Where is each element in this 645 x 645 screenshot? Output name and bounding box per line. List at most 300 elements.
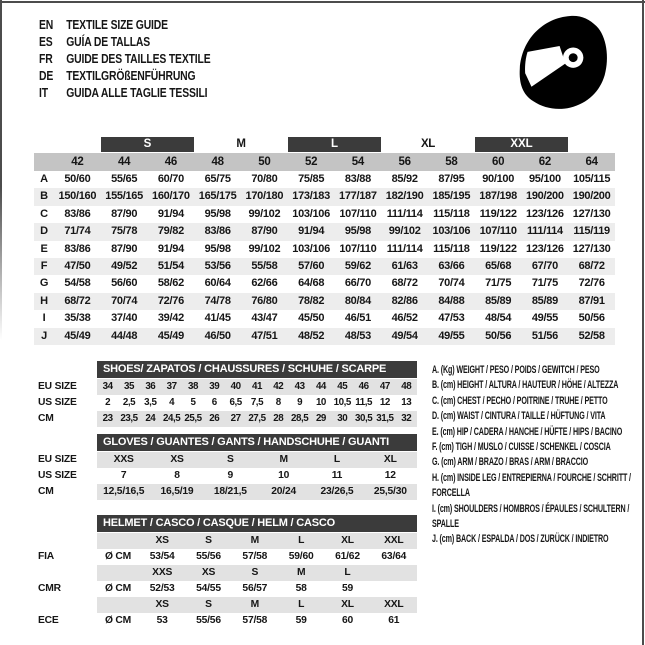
cell: XS: [201, 566, 216, 578]
measure-value: 46/52: [391, 312, 418, 325]
measure-value: 190/200: [522, 188, 569, 205]
measure-value: 190/200: [568, 188, 615, 205]
measure-value: 111/114: [522, 223, 569, 240]
sub-row-fia: [38, 549, 417, 565]
measure-value: 37/40: [111, 312, 138, 325]
cell: M: [250, 534, 260, 546]
cell: 48: [401, 380, 412, 392]
cell: 43: [294, 380, 305, 392]
measure-value: 91/94: [157, 207, 184, 220]
size-number: 60: [475, 153, 522, 171]
measure-row-j: [34, 328, 615, 345]
measure-value: 54/58: [64, 277, 91, 290]
cell: 60: [341, 615, 353, 627]
measure-value: 80/84: [335, 293, 382, 310]
cell: XS: [155, 534, 169, 546]
sub-row-eu-size: [38, 452, 417, 468]
measure-value: 57/60: [288, 258, 335, 275]
size-group-l: [288, 136, 382, 153]
sub-row-cm: [38, 484, 417, 500]
cell: 38: [187, 380, 198, 392]
cell: 9: [297, 396, 303, 408]
cell: 34: [102, 380, 113, 392]
measure-value: 65/68: [475, 258, 522, 275]
measure-value: 44/48: [101, 328, 148, 345]
spacer: [38, 434, 97, 451]
measure-value: 83/86: [194, 223, 241, 240]
row-cells: [97, 395, 417, 411]
measure-row-h: [34, 293, 615, 310]
cell: 37: [166, 380, 177, 392]
cell: XL: [383, 453, 397, 465]
helmet-header-row: [38, 515, 417, 532]
measure-value: 67/70: [522, 258, 569, 275]
measure-value: 39/42: [157, 312, 184, 325]
measure-value: 65/75: [204, 173, 231, 185]
measure-value: 111/114: [386, 242, 423, 255]
language-list: [39, 16, 211, 101]
cell: 59/60: [288, 550, 314, 562]
measure-value: 53/56: [194, 258, 241, 275]
cell: 9: [227, 469, 234, 481]
row-letter: E: [40, 242, 48, 255]
cell: 24: [145, 412, 156, 424]
cell: S: [251, 566, 259, 578]
shoes-table: [38, 361, 417, 427]
cell: 42: [273, 380, 284, 392]
measure-value: 48/52: [288, 328, 335, 345]
legend-item: C. (cm) CHEST / PECHO / POITRINE / TRUHE / PETTO: [432, 394, 608, 407]
cell: 41: [251, 380, 262, 392]
cell: 54/55: [196, 583, 221, 595]
measure-value: 95/98: [204, 207, 231, 220]
size-group-row: [34, 136, 615, 153]
measure-value: 76/80: [241, 293, 288, 310]
frame-right-border: [642, 0, 644, 645]
row-letter: G: [39, 277, 49, 290]
helmet-table-title: HELMET / CASCO / CASQUE / HELM / CASCO: [97, 515, 417, 532]
measure-value: 85/89: [475, 293, 522, 310]
measure-value: 59/62: [335, 258, 382, 275]
cell: L: [298, 534, 305, 546]
cell: L: [298, 599, 305, 611]
row-label: EU SIZE: [38, 453, 77, 465]
cell: 44: [315, 380, 326, 392]
measure-value: 85/89: [522, 293, 569, 310]
gloves-header-row: [38, 434, 417, 451]
cell: 23/26,5: [320, 485, 354, 497]
cell: 23: [102, 412, 113, 424]
measure-value: 115/119: [568, 223, 615, 240]
measure-value: 49/54: [381, 328, 428, 345]
cell: 53/54: [149, 550, 175, 562]
measure-value: 45/50: [298, 312, 325, 325]
measure-value: 87/90: [111, 242, 138, 255]
measure-value: 78/82: [288, 293, 335, 310]
cell: M: [279, 453, 288, 465]
size-group-xl: [381, 136, 475, 153]
measure-row-f: [34, 258, 615, 275]
measure-value: 87/95: [438, 173, 465, 185]
row-letter: H: [34, 293, 54, 310]
measure-value: 75/78: [101, 223, 148, 240]
measure-value: 127/130: [572, 242, 611, 255]
cell: XXL: [384, 599, 404, 611]
cell: 32: [401, 412, 412, 424]
cell: 25,5: [184, 412, 202, 424]
measurement-legend: [432, 363, 632, 548]
measure-value: 72/76: [148, 293, 195, 310]
measure-value: 52/58: [568, 328, 615, 345]
measure-value: 83/86: [64, 207, 91, 220]
measure-value: 47/53: [438, 312, 465, 325]
measure-row-i: [34, 310, 615, 327]
measure-value: 60/64: [204, 277, 231, 290]
legend-item: E. (cm) HIP / CADERA / HANCHE / HÜFTE / HIPS / BACINO: [432, 425, 623, 438]
row-cells: [97, 452, 417, 468]
row-cells: [97, 581, 417, 597]
measure-value: 63/66: [428, 258, 475, 275]
language-row: [39, 84, 211, 101]
main-size-table: [34, 136, 615, 345]
measure-value: 49/52: [101, 258, 148, 275]
measure-value: 45/49: [54, 328, 101, 345]
row-cells: [97, 468, 417, 484]
measure-value: 56/60: [111, 277, 138, 290]
measure-value: 50/56: [578, 312, 605, 325]
row-letter: J: [34, 328, 54, 345]
cell: XL: [341, 599, 354, 611]
cell: 4: [169, 396, 175, 408]
measure-row-g: [34, 275, 615, 292]
row-letter: F: [34, 258, 54, 275]
cell: 40: [230, 380, 241, 392]
cell: 24,5: [163, 412, 181, 424]
cell: S: [205, 599, 212, 611]
measure-value: 35/38: [64, 312, 91, 325]
cell: 10: [278, 469, 290, 481]
cell: 27,5: [248, 412, 266, 424]
measure-value: 185/195: [428, 188, 475, 205]
measure-value: 95/98: [335, 223, 382, 240]
measure-value: 62/66: [251, 277, 278, 290]
language-row: [39, 16, 211, 33]
measure-value: 82/86: [381, 293, 428, 310]
cell: 11: [331, 469, 343, 481]
gloves-table: [38, 434, 417, 500]
row-cells: [97, 533, 417, 549]
measure-value: 115/118: [433, 242, 470, 255]
measure-value: 46/51: [344, 312, 371, 325]
measure-value: 83/88: [344, 173, 371, 185]
measure-value: 71/75: [485, 277, 512, 290]
cell: 39: [209, 380, 220, 392]
cell: 23,5: [120, 412, 138, 424]
cell: 7,5: [250, 396, 264, 408]
measure-value: 87/90: [111, 207, 138, 220]
sub-row-sizes: [38, 533, 417, 549]
measure-value: 99/102: [248, 242, 281, 255]
language-title: GUÍA DE TALLAS: [66, 34, 151, 49]
measure-value: 71/75: [531, 277, 558, 290]
measure-value: 165/175: [194, 188, 241, 205]
cell: [371, 581, 417, 597]
cell: M: [250, 599, 260, 611]
cell: 57/58: [242, 615, 268, 627]
measure-value: 87/90: [241, 223, 288, 240]
cell: 10,5: [333, 396, 351, 408]
size-group-xxl: [475, 136, 569, 153]
measure-value: 46/50: [194, 328, 241, 345]
measure-value: 119/122: [479, 242, 517, 255]
size-number-row: [34, 153, 615, 171]
size-group-label: XXL: [475, 137, 569, 152]
cell: 28,5: [290, 412, 309, 424]
row-label: [38, 597, 97, 613]
language-title: TEXTILGRÖßENFÜHRUNG: [66, 68, 196, 83]
cell: 59: [295, 615, 307, 627]
cell: XXS: [152, 566, 173, 578]
cell: 63/64: [381, 550, 407, 562]
measure-value: 49/55: [428, 328, 475, 345]
size-number: 48: [194, 153, 241, 171]
size-number: 42: [54, 153, 101, 171]
cell: 45: [337, 380, 348, 392]
measure-value: 155/165: [101, 188, 148, 205]
size-group-label: XL: [420, 138, 436, 150]
measure-value: 70/74: [101, 293, 148, 310]
header-spacer: [34, 136, 101, 153]
cell: 11,5: [355, 396, 372, 408]
cell: Ø CM: [104, 583, 132, 595]
cell: S: [226, 453, 234, 465]
measure-value: 177/187: [335, 188, 382, 205]
sub-row-eu-size: [38, 379, 417, 395]
measure-value: 103/106: [292, 242, 330, 255]
measure-value: 47/51: [241, 328, 288, 345]
measure-value: 99/102: [381, 223, 428, 240]
cell: 2,5: [122, 396, 136, 408]
row-label: CM: [38, 485, 54, 497]
helmet-rows: [38, 533, 417, 630]
language-title: TEXTILE SIZE GUIDE: [66, 17, 168, 32]
cell: [97, 597, 139, 613]
language-code: FR: [39, 51, 53, 66]
language-code: DE: [39, 68, 54, 83]
measure-value: 103/106: [292, 207, 330, 220]
cell: 46: [358, 380, 369, 392]
measure-value: 75/85: [298, 173, 325, 185]
cell: 52/53: [149, 583, 175, 595]
measure-value: 160/170: [148, 188, 195, 205]
sub-row-cm: [38, 411, 417, 427]
measure-value: 70/74: [438, 277, 465, 290]
size-number: 50: [241, 153, 288, 171]
measure-value: 58/62: [157, 277, 184, 290]
size-number: 46: [148, 153, 195, 171]
row-cells: [97, 411, 417, 427]
row-label: CMR: [38, 583, 61, 595]
measure-value: 50/56: [475, 328, 522, 345]
sub-row-us-size: [38, 395, 417, 411]
cell: Ø CM: [104, 550, 132, 562]
cell: XS: [170, 453, 184, 465]
size-group-label: M: [236, 138, 246, 150]
measure-value: 173/183: [288, 188, 335, 205]
measure-value: 48/53: [335, 328, 382, 345]
legend-item: F. (cm) TIGH / MUSLO / CUISSE / SCHENKEL / COSCIA: [432, 441, 611, 454]
size-number: 58: [428, 153, 475, 171]
measure-value: 85/92: [391, 173, 418, 185]
row-letter: C: [40, 207, 48, 220]
measure-value: 55/58: [241, 258, 288, 275]
size-number: 64: [568, 153, 615, 171]
sub-row-sizes: [38, 597, 417, 613]
measure-value: 47/50: [54, 258, 101, 275]
measure-value: 66/70: [344, 277, 371, 290]
cell: 16,5/19: [160, 485, 194, 497]
cell: 58: [295, 583, 307, 595]
measure-value: 91/94: [288, 223, 335, 240]
measure-value: 71/74: [54, 223, 101, 240]
cell: 7: [120, 469, 127, 481]
cell: 55/56: [196, 550, 221, 562]
row-label: FIA: [38, 550, 54, 562]
cell: 20/24: [271, 485, 297, 497]
measure-value: 64/68: [298, 277, 325, 290]
measure-value: 51/54: [148, 258, 195, 275]
sub-row-ece: [38, 613, 417, 629]
measure-value: 60/70: [157, 173, 184, 185]
row-cells: [97, 565, 417, 581]
measure-value: 111/114: [386, 207, 423, 220]
measure-value: 123/126: [526, 242, 564, 255]
row-cells: [97, 549, 417, 565]
measure-value: 103/106: [428, 223, 475, 240]
cell: 59: [341, 583, 353, 595]
measure-value: 123/126: [526, 207, 564, 220]
measure-value: 70/80: [251, 173, 278, 185]
measure-value: 45/49: [148, 328, 195, 345]
measure-value: 107/110: [339, 242, 377, 255]
measure-value: 79/82: [148, 223, 195, 240]
cell: 25,5/30: [373, 485, 407, 497]
row-letter: I: [42, 312, 46, 325]
gloves-table-title: GLOVES / GUANTES / GANTS / HANDSCHUHE / GUANTI: [97, 434, 417, 451]
measure-row-e: [34, 241, 615, 258]
cell: 36: [145, 380, 156, 392]
row-cells: [97, 484, 417, 500]
measure-value: 49/55: [531, 312, 558, 325]
cell: L: [344, 566, 351, 578]
measure-value: 187/198: [475, 188, 522, 205]
row-cells: [97, 379, 417, 395]
cell: 30: [337, 412, 348, 424]
cell: 28: [273, 412, 284, 424]
measure-row-b: [34, 188, 615, 205]
sub-row-sizes: [38, 565, 417, 581]
row-letter: A: [40, 173, 48, 185]
cell: 35: [123, 380, 134, 392]
measure-value: 50/60: [64, 173, 91, 185]
cell: 29: [315, 412, 326, 424]
measure-row-d: [34, 223, 615, 240]
cell: 12: [379, 396, 390, 408]
size-number: 52: [288, 153, 335, 171]
cell: 3,5: [144, 396, 157, 408]
cell: 30,5: [354, 412, 373, 424]
legend-item: J. (cm) BACK / ESPALDA / DOS / ZURÜCK / INDIETRO: [432, 533, 609, 546]
measure-value: 51/56: [522, 328, 569, 345]
size-group-m: [194, 136, 288, 153]
frame-left-border: [0, 0, 2, 340]
language-code: ES: [39, 34, 53, 49]
language-code: IT: [39, 85, 48, 100]
row-label: [38, 533, 97, 549]
gloves-rows: [38, 452, 417, 501]
measure-value: 83/86: [64, 242, 91, 255]
cell: 56/57: [242, 583, 268, 595]
cell: 12: [384, 469, 396, 481]
cell: XXL: [384, 534, 404, 546]
cell: 5: [190, 396, 196, 408]
cell: [97, 565, 139, 581]
language-row: [39, 33, 211, 50]
measure-value: 91/94: [157, 242, 184, 255]
measure-value: 107/110: [475, 223, 522, 240]
measure-value: 170/180: [241, 188, 288, 205]
measure-value: 127/130: [572, 207, 611, 220]
row-label: US SIZE: [38, 396, 77, 408]
cell: 47: [379, 380, 390, 392]
cell: 55/56: [196, 615, 221, 627]
legend-item: H. (cm) INSIDE LEG / ENTREPIERNA / FOURCHE / SCHRITT / FORCELLA: [432, 471, 631, 500]
size-number: 54: [335, 153, 382, 171]
spacer: [38, 361, 97, 378]
cell: 27: [230, 412, 241, 424]
measure-value: 105/115: [573, 173, 611, 185]
cell: XL: [341, 534, 354, 546]
measure-value: 68/72: [568, 258, 615, 275]
cell: L: [333, 453, 341, 465]
frame-top-border: [0, 1, 645, 3]
header-spacer: [568, 136, 615, 153]
row-label: EU SIZE: [38, 380, 77, 392]
row-cells: [97, 597, 417, 613]
sub-row-us-size: [38, 468, 417, 484]
legend-item: D. (cm) WAIST / CINTURA / TAILLE / HÜFTUNG / VITA: [432, 410, 606, 423]
measure-value: 95/100: [528, 173, 561, 185]
cell: M: [296, 566, 306, 578]
row-letter: B: [34, 188, 54, 205]
cell: 12,5/16,5: [103, 485, 145, 497]
cell: 8: [275, 396, 281, 408]
measure-value: 119/122: [479, 207, 517, 220]
language-title: GUIDE DES TAILLES TEXTILE: [66, 51, 211, 66]
measure-row-c: [34, 206, 615, 223]
measure-value: 87/91: [568, 293, 615, 310]
row-letter: D: [34, 223, 54, 240]
measure-value: 61/63: [381, 258, 428, 275]
cell: XS: [155, 599, 169, 611]
helmet-table: [38, 515, 417, 630]
legend-item: G. (cm) ARM / BRAZO / BRAS / ARM / BRACCIO: [432, 456, 589, 469]
sub-row-cmr: [38, 581, 417, 597]
measure-value: 68/72: [391, 277, 418, 290]
measure-value: 90/100: [482, 173, 515, 185]
cell: 18/21,5: [213, 485, 247, 497]
measure-row-a: [34, 171, 615, 188]
